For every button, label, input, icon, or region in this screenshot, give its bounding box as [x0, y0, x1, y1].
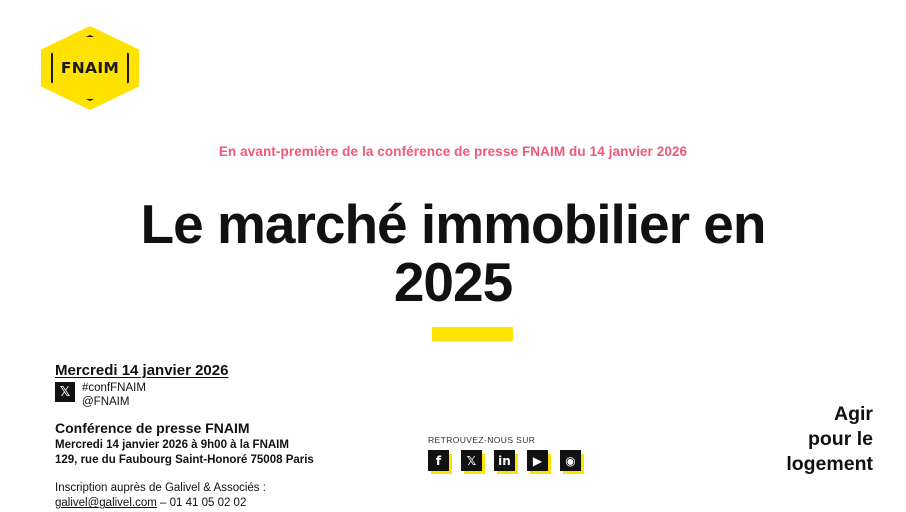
press-conference-datetime: Mercredi 14 janvier 2026 à 9h00 à la FNAIM	[55, 439, 289, 452]
social-links-label: RETROUVEZ-NOUS SUR	[428, 435, 536, 445]
logo-text: FNAIM	[60, 59, 120, 77]
press-conference-address: 129, rue du Faubourg Saint-Honoré 75008 Paris	[55, 453, 314, 466]
instagram-link[interactable]	[560, 450, 584, 474]
social-links-section	[428, 435, 608, 474]
social-links-row	[428, 450, 608, 474]
x-handle: @FNAIM	[82, 396, 130, 409]
registration-contact-line	[55, 496, 385, 512]
event-info-block	[55, 362, 385, 512]
press-conference-block	[55, 420, 385, 468]
linkedin-icon[interactable]: in	[494, 450, 515, 471]
registration-block	[55, 481, 385, 512]
instagram-icon[interactable]: ◉	[560, 450, 581, 471]
slogan-line-1: Agir	[834, 403, 873, 425]
x-twitter-icon[interactable]: 𝕏	[55, 382, 75, 402]
event-date: Mercredi 14 janvier 2026	[55, 362, 229, 379]
youtube-link[interactable]	[527, 450, 551, 474]
registration-phone: – 01 41 05 02 02	[160, 497, 247, 510]
press-conference-title: Conférence de presse FNAIM	[55, 420, 250, 437]
slogan-line-3: logement	[786, 452, 873, 475]
hashtag: #confFNAIM	[82, 382, 146, 394]
registration-email-link[interactable]: galivel@galivel.com	[55, 497, 157, 510]
facebook-icon[interactable]: f	[428, 450, 449, 471]
eyebrow-text: En avant-première de la conférence de presse FNAIM du 14 janvier 2026	[218, 144, 688, 159]
facebook-link[interactable]	[428, 450, 452, 474]
x-twitter-link[interactable]	[461, 450, 485, 474]
registration-label: Inscription auprès de Galivel & Associés :	[55, 481, 266, 494]
linkedin-link[interactable]	[494, 450, 518, 474]
x-twitter-icon[interactable]: 𝕏	[461, 450, 482, 471]
page-title: Le marché immobilier en 2025	[140, 193, 766, 313]
x-handle-row	[55, 381, 385, 409]
slogan-line-2: pour le	[807, 427, 873, 450]
youtube-icon[interactable]: ▶	[527, 450, 548, 471]
handles-group	[82, 381, 146, 409]
fnaim-logo	[41, 26, 139, 110]
slogan	[786, 402, 873, 477]
accent-rule	[432, 327, 513, 341]
